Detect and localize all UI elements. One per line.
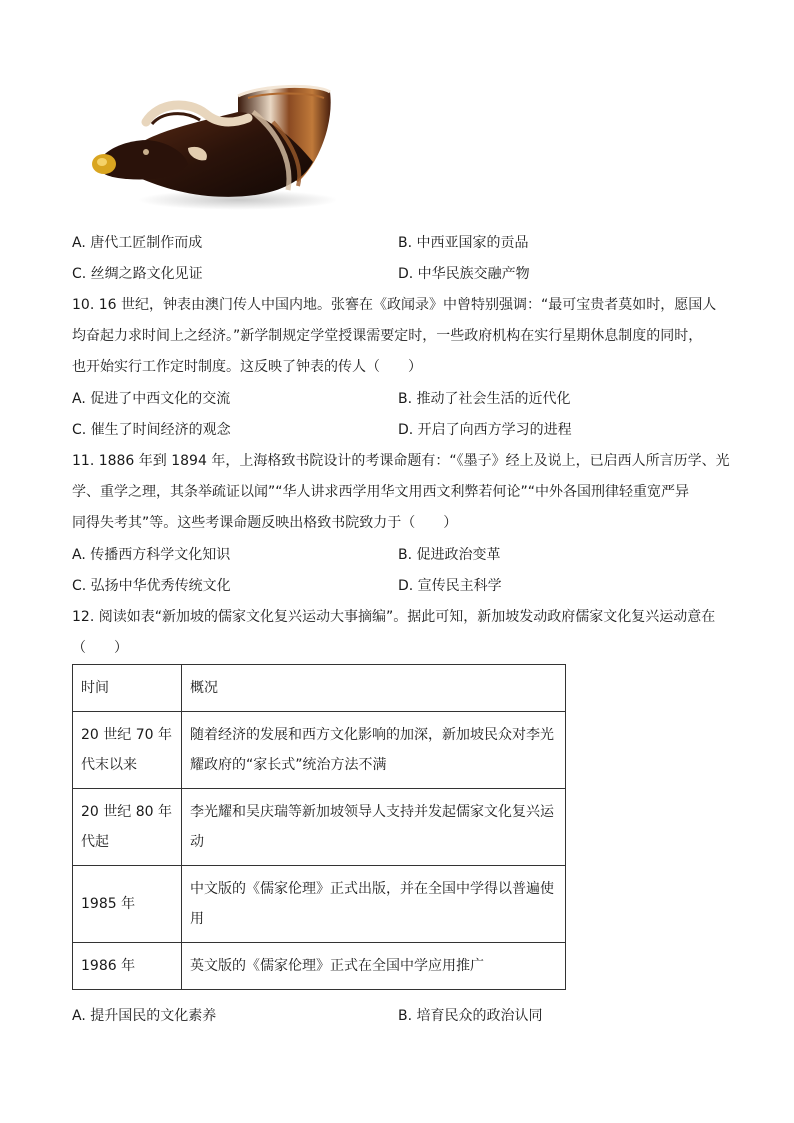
q11-stem-line-1: 11. 1886 年到 1894 年，上海格致书院设计的考课命题有：“《墨子》经上及说上，已启西人所言历学、光 xyxy=(72,453,730,469)
q9-option-c: C. 丝绸之路文化见证 xyxy=(72,266,203,282)
q11-stem-line-3: 同得失考其”等。这些考课命题反映出格致书院致力于（ ） xyxy=(72,515,458,531)
q11-option-b: B. 促进政治变革 xyxy=(398,547,501,563)
q10-stem-line-3: 也开始实行工作定时制度。这反映了钟表的传人（ ） xyxy=(72,359,422,375)
table-row xyxy=(73,866,566,943)
q9-option-d: D. 中华民族交融产物 xyxy=(398,266,530,282)
q11-stem-line-2: 学、重学之理，其条举疏证以闻”“华人讲求西学用华文用西文利弊若何论”“中外各国刑律轻重宽严异 xyxy=(72,484,690,500)
q10-option-d: D. 开启了向西方学习的进程 xyxy=(398,422,572,438)
rhyton-illustration xyxy=(88,82,336,214)
q9-option-a: A. 唐代工匠制作而成 xyxy=(72,235,203,251)
table-cell-time: 20 世纪 70 年代末以来 xyxy=(73,712,182,789)
table-header-row xyxy=(73,665,566,712)
q11-option-d: D. 宣传民主科学 xyxy=(398,578,502,594)
q9-option-b: B. 中西亚国家的贡品 xyxy=(398,235,529,251)
table-row xyxy=(73,943,566,990)
table-header-cell: 概况 xyxy=(182,665,566,712)
q11-option-c: C. 弘扬中华优秀传统文化 xyxy=(72,578,231,594)
q10-option-b: B. 推动了社会生活的近代化 xyxy=(398,391,571,407)
q12-stem-line-1: 12. 阅读如表“新加坡的儒家文化复兴运动大事摘编”。据此可知，新加坡发动政府儒家文化复兴运动意在 xyxy=(72,609,716,625)
table-cell-time: 1986 年 xyxy=(73,943,182,990)
q12-option-b: B. 培育民众的政治认同 xyxy=(398,1008,543,1024)
q12-stem-line-2: （ ） xyxy=(72,640,128,656)
table-cell-time: 20 世纪 80 年代起 xyxy=(73,789,182,866)
q12-option-a: A. 提升国民的文化素养 xyxy=(72,1008,217,1024)
q10-stem-line-2: 均奋起力求时间上之经济。”新学制规定学堂授课需要定时，一些政府机构在实行星期休息制度的同时， xyxy=(72,328,703,344)
singapore-events-table xyxy=(72,664,566,990)
q10-option-a: A. 促进了中西文化的交流 xyxy=(72,391,231,407)
q10-stem-line-1: 10. 16 世纪，钟表由澳门传人中国内地。张謇在《政闻录》中曾特别强调：“最可宝贵者莫如时，愿国人 xyxy=(72,297,717,313)
table-cell-time: 1985 年 xyxy=(73,866,182,943)
table-header-cell: 时间 xyxy=(73,665,182,712)
q11-option-a: A. 传播西方科学文化知识 xyxy=(72,547,231,563)
table-row xyxy=(73,789,566,866)
table-cell-summary: 随着经济的发展和西方文化影响的加深，新加坡民众对李光耀政府的“家长式”统治方法不满 xyxy=(182,712,566,789)
table-cell-summary: 英文版的《儒家伦理》正式在全国中学应用推广 xyxy=(182,943,566,990)
q10-option-c: C. 催生了时间经济的观念 xyxy=(72,422,231,438)
table-row xyxy=(73,712,566,789)
table-cell-summary: 李光耀和吴庆瑞等新加坡领导人支持并发起儒家文化复兴运动 xyxy=(182,789,566,866)
table-cell-summary: 中文版的《儒家伦理》正式出版，并在全国中学得以普遍使用 xyxy=(182,866,566,943)
